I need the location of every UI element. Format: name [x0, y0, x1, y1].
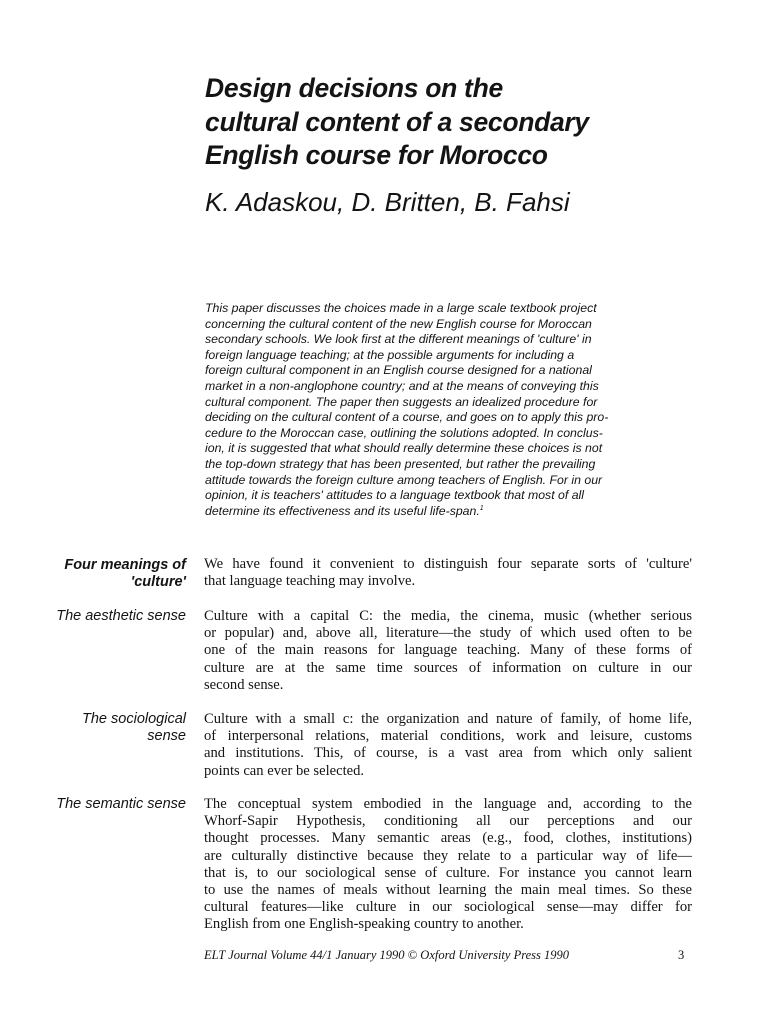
paragraph-line: one of the main reasons for language teaching. Many of these forms of: [204, 642, 692, 659]
abstract-line: foreign cultural component in an English course designed for a national: [205, 363, 592, 378]
sidenote-four-meanings: [6, 557, 186, 591]
paragraph-line: We have found it convenient to distinguish four separate sorts of 'culture': [204, 556, 692, 572]
paragraph-aesthetic-sense: [204, 608, 692, 694]
sidenote-line: 'culture': [130, 574, 186, 590]
abstract-line: deciding on the cultural content of a course, and goes on to apply this pro-: [205, 410, 609, 425]
paragraph-line: and institutions. This, of course, is a vast area from which only salient: [204, 745, 692, 762]
paragraph-line: Culture with a capital C: the media, the cinema, music (whether serious: [204, 608, 692, 624]
abstract-line: market in a non-anglophone country; and at the means of conveying this: [205, 378, 599, 393]
abstract-line: foreign language teaching; at the possible arguments for including a: [205, 347, 575, 362]
abstract-line: ion, it is suggested that what should really determine these choices is not: [205, 441, 603, 456]
sidenote-line: The aesthetic sense: [56, 608, 186, 624]
title-line: cultural content of a secondary: [205, 106, 589, 137]
journal-citation: ELT Journal Volume 44/1 January 1990 © Oxford University Press 1990: [204, 948, 570, 962]
paragraph-line: that language teaching may involve.: [204, 573, 416, 590]
paragraph-line: second sense.: [204, 676, 284, 693]
abstract-line: cedure to the Moroccan case, outlining the solutions adopted. In conclus-: [205, 425, 603, 440]
paragraph-line: Whorf-Sapir Hypothesis, conditioning all our perceptions and our: [204, 813, 692, 830]
sidenote-line: Four meanings of: [64, 557, 186, 573]
sidenote-line: The semantic sense: [56, 796, 186, 812]
paragraph-line: culture are at the same time sources of information on culture in our: [204, 659, 692, 676]
sidenote-semantic-sense: [6, 796, 186, 813]
abstract-line: This paper discusses the choices made in a large scale textbook project: [205, 301, 597, 315]
sidenote-line: The sociological: [82, 711, 186, 727]
paragraph-line: are culturally distinctive because they relate to a particular way of life—: [204, 847, 692, 864]
paragraph-line: points can ever be selected.: [204, 762, 365, 779]
abstract-line: concerning the cultural content of the new English course for Moroccan: [205, 316, 592, 331]
paragraph-semantic-sense: [204, 796, 692, 934]
paragraph-line: English from one English-speaking country to another.: [204, 916, 524, 933]
paragraph-line: thought processes. Many semantic areas (e.g., food, clothes, institutions): [204, 830, 692, 847]
article-authors: K. Adaskou, D. Britten, B. Fahsi: [205, 187, 570, 217]
paragraph-line: cultural features—like culture in our sociological sense—may differ for: [204, 899, 692, 916]
paragraph-line: of interpersonal relations, material conditions, work and leisure, customs: [204, 728, 692, 745]
abstract: [205, 301, 695, 519]
paragraph-line: that is, to our sociological sense of culture. For instance you cannot learn: [204, 864, 692, 881]
abstract-line: the top-down strategy that has been presented, but rather the prevailing: [205, 456, 596, 471]
paragraph-line: or popular) and, above all, literature—the study of which used often to be: [204, 625, 692, 642]
sidenote-sociological-sense: [6, 711, 186, 745]
title-line: Design decisions on the: [205, 73, 503, 103]
abstract-line-text: determine its effectiveness and its useful life-span.: [205, 503, 480, 518]
paragraph-sociological-sense: [204, 711, 692, 780]
paragraph-line: The conceptual system embodied in the language and, according to the: [204, 796, 692, 812]
title-line: English course for Morocco: [205, 140, 548, 170]
abstract-line: cultural component. The paper then suggests an idealized procedure for: [205, 394, 598, 409]
article-title: [205, 72, 725, 173]
abstract-line: attitude towards the foreign culture among teachers of English. For in our: [205, 472, 603, 487]
sidenote-line: sense: [147, 728, 186, 744]
paragraph-intro: [204, 556, 692, 590]
sidenote-aesthetic-sense: [6, 608, 186, 625]
abstract-line: opinion, it is teachers' attitudes to a language textbook that most of all: [205, 488, 585, 503]
footnote-marker: 1: [479, 504, 484, 512]
abstract-line-last: [205, 504, 695, 520]
paragraph-line: to use the names of meals without learning the main meal times. So these: [204, 882, 692, 899]
page-number: 3: [678, 948, 685, 962]
abstract-line: secondary schools. We look first at the different meanings of 'culture' in: [205, 332, 592, 347]
paragraph-line: Culture with a small c: the organization and nature of family, of home life,: [204, 711, 692, 727]
